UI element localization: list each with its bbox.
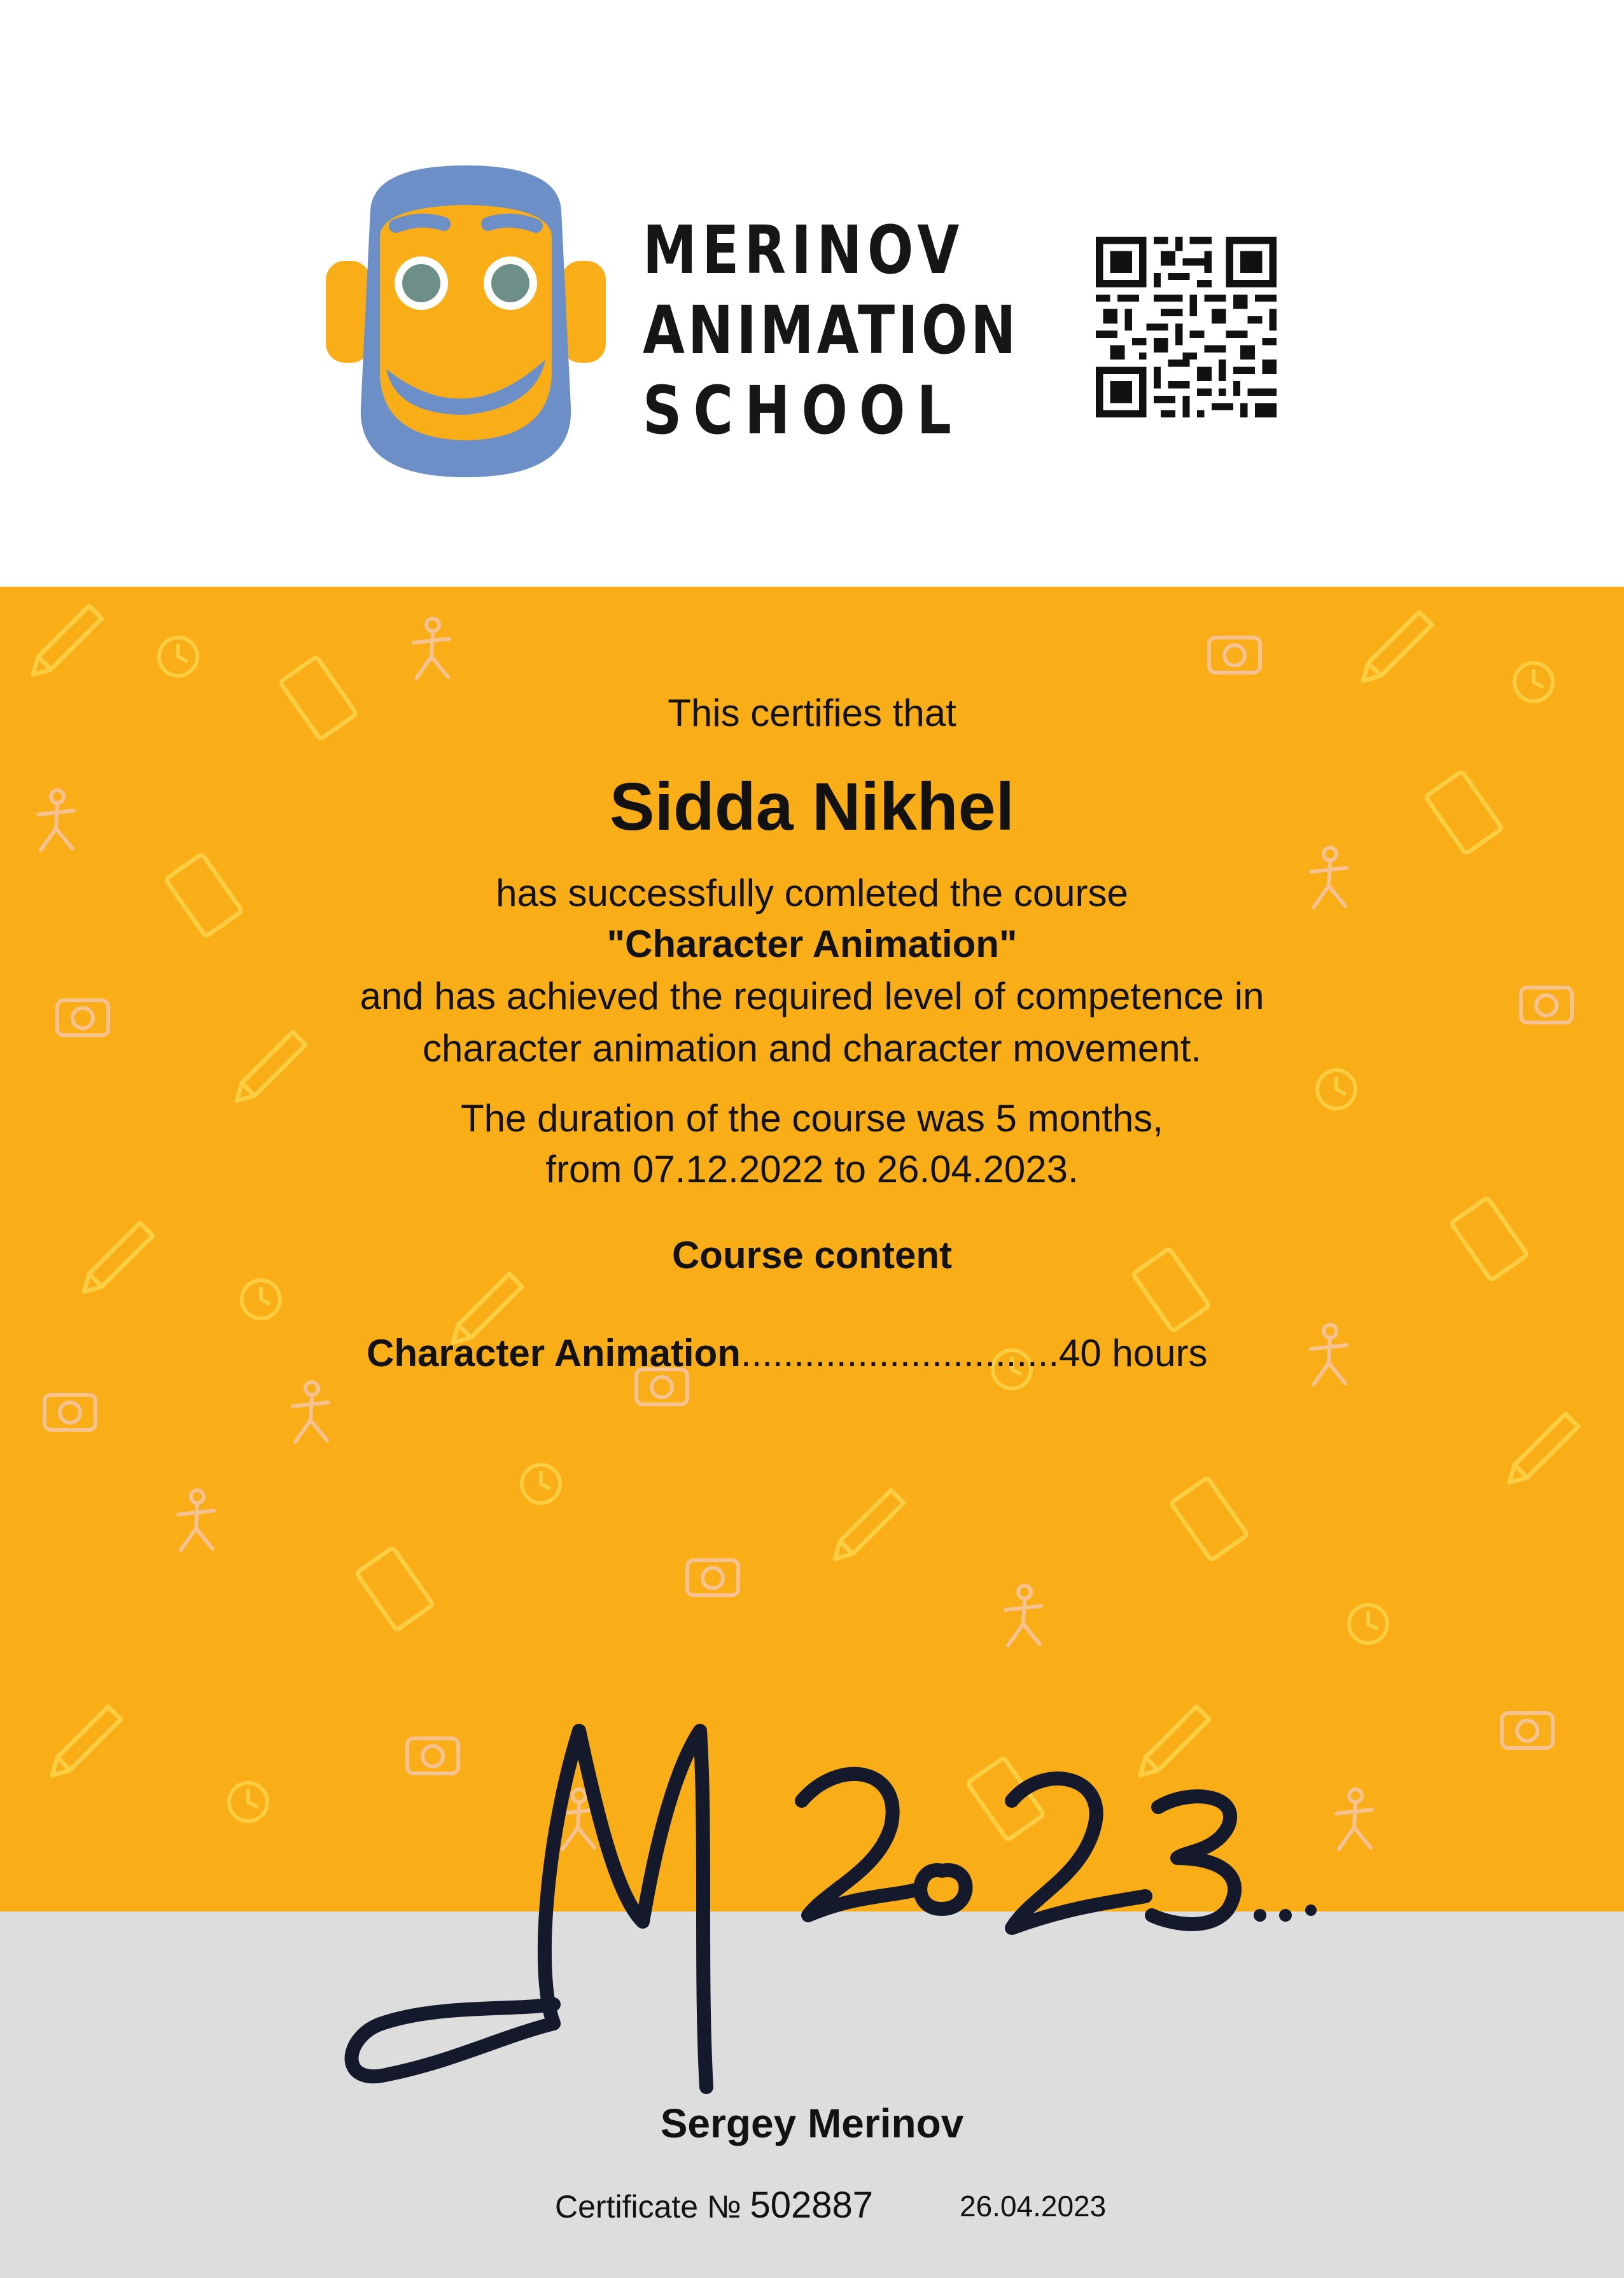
competence-text-line-1: and has achieved the required level of competence in <box>360 975 1264 1017</box>
smiling-face-logo-icon <box>326 165 606 477</box>
course-content-item <box>367 1331 1208 1375</box>
qr-code-icon[interactable] <box>1096 237 1277 417</box>
course-title: "Character Animation" <box>606 923 1018 965</box>
competence-text-line-2: character animation and character movement. <box>423 1027 1201 1070</box>
certificate-number <box>555 2184 873 2226</box>
handwritten-signature <box>344 1705 1336 2113</box>
intro-text: This certifies that <box>668 692 956 734</box>
recipient-name: Sidda Nikhel <box>609 769 1015 844</box>
certificate-date: 26.04.2023 <box>960 2190 1107 2223</box>
duration-text-line-1: The duration of the course was 5 months, <box>461 1097 1163 1140</box>
certificate-header <box>0 0 1624 587</box>
course-content-item-hours: 40 hours <box>1059 1332 1208 1374</box>
logo-line-3: SCHOOL <box>643 372 963 449</box>
logo-line-2: ANIMATION <box>643 291 1019 369</box>
course-content-item-leader: .............................. <box>740 1332 1060 1374</box>
completed-course-text: has successfully comleted the course <box>496 872 1128 914</box>
school-logo-wordmark <box>643 210 1025 451</box>
duration-text-line-2: from 07.12.2022 to 26.04.2023. <box>545 1148 1079 1191</box>
signer-name: Sergey Merinov <box>660 2100 964 2146</box>
logo-line-1: MERINOV <box>643 211 965 289</box>
course-content-item-name: Character Animation <box>367 1332 741 1374</box>
certificate-number-label: Certificate № <box>555 2189 741 2225</box>
certificate-number-value: 502887 <box>750 2184 874 2226</box>
course-content-heading: Course content <box>671 1234 953 1276</box>
